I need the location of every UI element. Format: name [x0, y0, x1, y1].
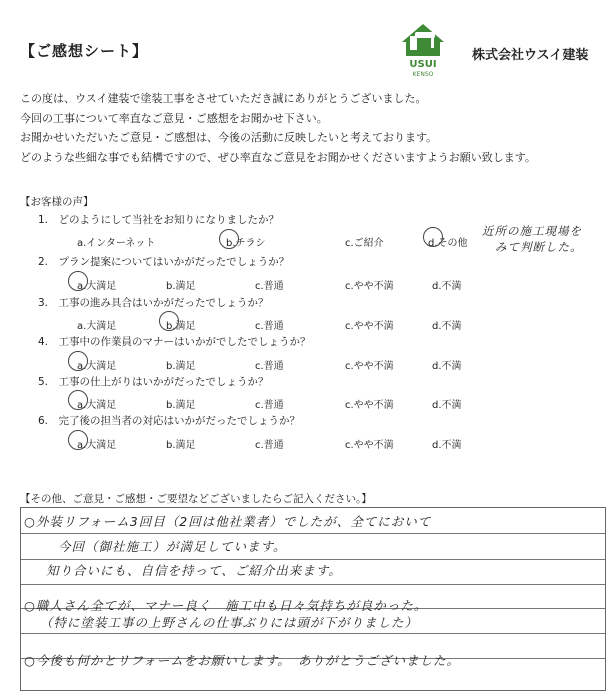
section-title: 【お客様の声】 [20, 196, 94, 208]
intro-line: どのような些細な事でも結構ですので、ぜひ率直なご意見をお聞かせくださいますようお願い致します。 [20, 150, 536, 164]
company-logo [398, 22, 448, 78]
logo-text-top: USUI [409, 59, 437, 70]
question-2: 2. プラン提案についてはいかがだったでしょうか？ [38, 256, 290, 268]
q1-option-b[interactable]: b.チラシ [226, 238, 266, 249]
q3-option-a[interactable]: a.大満足 [77, 321, 117, 332]
q6-answer-circle [68, 430, 88, 450]
q6-option-c[interactable]: c.普通 [255, 440, 284, 451]
q1-hand-note: みて判断した。 [495, 240, 583, 254]
q3-option-b[interactable]: b.満足 [166, 321, 196, 332]
q3-option-c[interactable]: c.普通 [255, 321, 284, 332]
q6-option-d[interactable]: d.不満 [432, 440, 462, 451]
q1-option-c[interactable]: c.ご紹介 [345, 238, 384, 249]
q5-option-d[interactable]: d.不満 [432, 400, 462, 411]
comment-line: ○外装リフォーム3回目（2回は他社業者）でしたが、全てにおいて [24, 514, 432, 529]
q1-option-d[interactable]: d.その他 [428, 238, 468, 249]
q4-option-d[interactable]: d.不満 [432, 361, 462, 372]
q2-option-a[interactable]: a.大満足 [77, 281, 117, 292]
company-name: 株式会社ウスイ建装 [472, 48, 589, 63]
q4-answer-circle [68, 351, 88, 371]
question-6: 6. 完了後の担当者の対応はいかがだったでしょうか？ [38, 415, 301, 427]
comment-line: 知り合いにも、自信を持って、ご紹介出来ます。 [46, 563, 342, 578]
q1-answer-circle [423, 227, 443, 247]
q3-option-d[interactable]: d.不満 [432, 321, 462, 332]
q3-answer-circle [159, 311, 179, 331]
q4-option-b[interactable]: b.満足 [166, 361, 196, 372]
q5-option-b[interactable]: b.満足 [166, 400, 196, 411]
q4-option-cc[interactable]: c.やや不満 [345, 361, 394, 372]
question-1: 1. どのようにして当社をお知りになりましたか？ [38, 214, 280, 226]
intro-line: この度は、ウスイ建装で塗装工事をさせていただき誠にありがとうございました。 [20, 92, 427, 105]
comment-line: ○今後も何かとリフォームをお願いします。 ありがとうございました。 [24, 653, 461, 668]
page-title: 【ご感想シート】 [20, 42, 149, 60]
question-4: 4. 工事中の作業員のマナーはいかがでしたでしょうか？ [38, 336, 311, 348]
q3-option-cc[interactable]: c.やや不満 [345, 321, 394, 332]
comment-line: （特に塗装工事の上野さんの仕事ぶりには頭が下がりました） [40, 615, 419, 630]
q6-option-a[interactable]: a.大満足 [77, 440, 117, 451]
q2-answer-circle [68, 271, 88, 291]
q2-option-c[interactable]: c.普通 [255, 281, 284, 292]
q4-option-a[interactable]: a.大満足 [77, 361, 117, 372]
q5-option-a[interactable]: a.大満足 [77, 400, 117, 411]
question-5: 5. 工事の仕上がりはいかがだったでしょうか？ [38, 376, 269, 388]
q2-option-b[interactable]: b.満足 [166, 281, 196, 292]
question-3: 3. 工事の進み具合はいかがだったでしょうか？ [38, 297, 269, 309]
comment-line: ○職人さん全てが、マナー良く 施工中も日々気持ちが良かった。 [24, 598, 428, 613]
comment-line: 今回（御社施工）が満足しています。 [58, 539, 287, 554]
q5-option-cc[interactable]: c.やや不満 [345, 400, 394, 411]
intro-line: お聞かせいただいたご意見・ご感想は、今後の活動に反映したいと考えております。 [20, 131, 438, 144]
intro-text [20, 89, 536, 167]
q6-option-cc[interactable]: c.やや不満 [345, 440, 394, 451]
q1-option-a[interactable]: a.インターネット [77, 238, 156, 249]
logo-text-bottom: KENSO [412, 71, 434, 78]
q5-answer-circle [68, 390, 88, 410]
q6-option-b[interactable]: b.満足 [166, 440, 196, 451]
q4-option-c[interactable]: c.普通 [255, 361, 284, 372]
q2-option-cc[interactable]: c.やや不満 [345, 281, 394, 292]
q1-answer-circle [219, 229, 239, 249]
q5-option-c[interactable]: c.普通 [255, 400, 284, 411]
intro-line: 今回の工事について率直なご意見・ご感想をお聞かせ下さい。 [20, 111, 328, 125]
q1-hand-note: 近所の施工現場を [482, 224, 582, 238]
q2-option-d[interactable]: d.不満 [432, 281, 462, 292]
comment-title: 【その他、ご意見・ご感想・ご要望などございましたらご記入ください。】 [20, 493, 372, 505]
